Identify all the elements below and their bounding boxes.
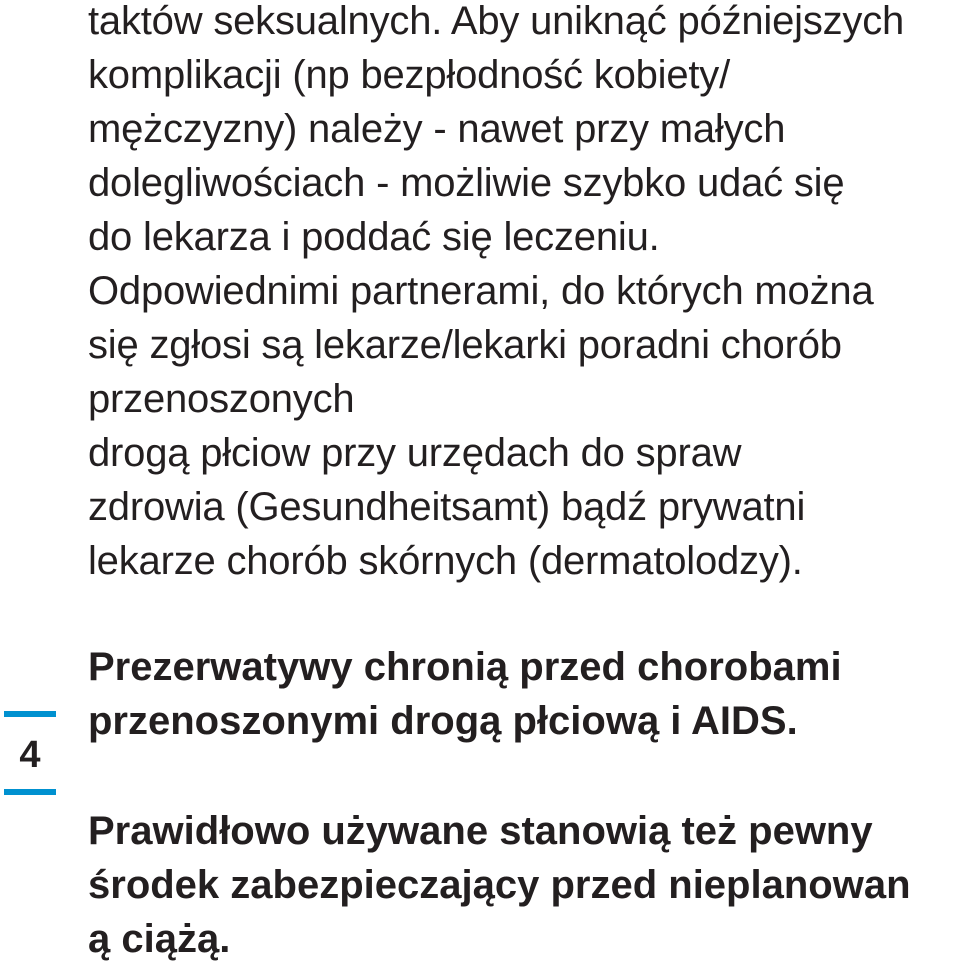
- body-line: drogą płciow przy urzędach do spraw: [88, 431, 742, 475]
- body-line: zdrowia (Gesundheitsamt) bądź prywatni: [88, 485, 806, 529]
- bold-line: Prezerwatywy chronią przed chorobami: [88, 645, 842, 689]
- bold-line: środek zabezpieczający przed nieplanowan: [88, 863, 911, 907]
- body-line: mężczyzny) należy - nawet przy małych: [88, 107, 786, 151]
- body-line: taktów seksualnych. Aby uniknąć późniejszych: [88, 0, 905, 43]
- page-number: 4: [19, 734, 41, 776]
- body-line: lekarze chorób skórnych (dermatolodzy).: [88, 539, 803, 583]
- bold-line: przenoszonymi drogą płciową i AIDS.: [88, 699, 798, 743]
- bold-statement-contraception: [88, 804, 960, 966]
- body-line: przenoszonych: [88, 377, 355, 421]
- bold-line: ą ciążą.: [88, 917, 231, 961]
- body-line: się zgłosi są lekarze/lekarki poradni chorób: [88, 323, 842, 367]
- body-line: do lekarza i poddać się leczeniu.: [88, 215, 660, 259]
- page-marker-top-bar: [4, 711, 56, 717]
- bold-line: Prawidłowo używane stanowią też pewny: [88, 809, 873, 853]
- body-line: dolegliwościach - możliwie szybko udać się: [88, 161, 845, 205]
- body-line: Odpowiednimi partnerami, do których można: [88, 269, 874, 313]
- bold-statement-condoms: [88, 640, 960, 748]
- body-paragraph: [88, 0, 960, 588]
- page-marker-bottom-bar: [4, 789, 56, 795]
- body-line: komplikacji (np bezpłodność kobiety/: [88, 53, 731, 97]
